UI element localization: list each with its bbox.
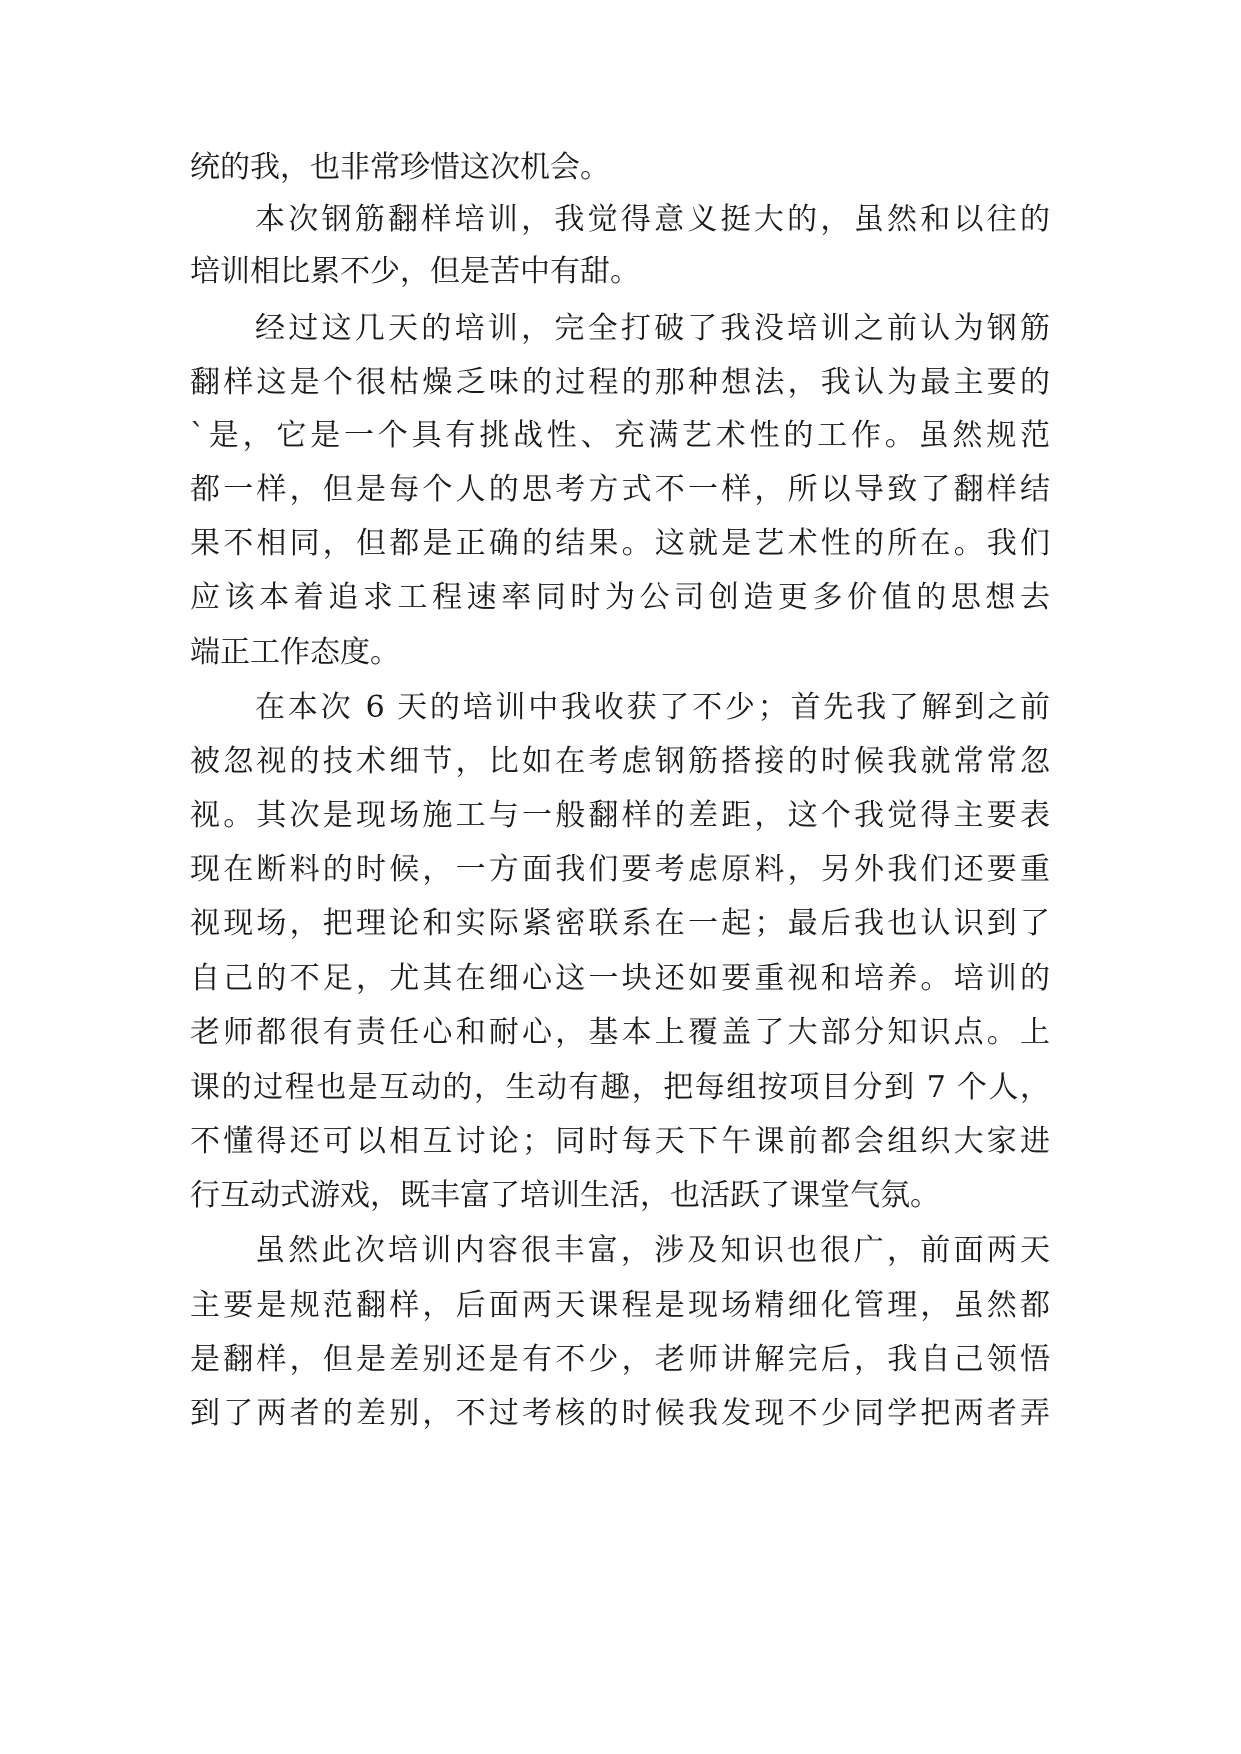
text-line: 自己的不足，尤其在细心这一块还如要重视和培养。培训的	[190, 961, 1050, 996]
text-line: 不懂得还可以相互讨论；同时每天下午课前都会组织大家进	[190, 1124, 1050, 1159]
text-line: 主要是规范翻样，后面两天课程是现场精细化管理，虽然都	[190, 1288, 1050, 1323]
text-line: 应该本着追求工程速率同时为公司创造更多价值的思想去	[190, 580, 1050, 615]
paragraph-first-line: 本次钢筋翻样培训，我觉得意义挺大的，虽然和以往的	[255, 202, 1050, 237]
text-line: `是，它是一个具有挑战性、充满艺术性的工作。虽然规范	[190, 418, 1050, 453]
paragraph-first-line: 虽然此次培训内容很丰富，涉及知识也很广，前面两天	[255, 1233, 1050, 1268]
text-line: 老师都很有责任心和耐心，基本上覆盖了大部分知识点。上	[190, 1015, 1050, 1050]
text-line: 果不相同，但都是正确的结果。这就是艺术性的所在。我们	[190, 526, 1050, 561]
text-line: 统的我，也非常珍惜这次机会。	[190, 150, 610, 185]
text-line: 被忽视的技术细节，比如在考虑钢筋搭接的时候我就常常忽	[190, 744, 1050, 779]
text-line: 视。其次是现场施工与一般翻样的差距，这个我觉得主要表	[190, 798, 1050, 833]
text-line: 行互动式游戏，既丰富了培训生活，也活跃了课堂气氛。	[190, 1178, 940, 1213]
text-line: 到了两者的差别，不过考核的时候我发现不少同学把两者弄	[190, 1396, 1050, 1431]
text-line: 翻样这是个很枯燥乏味的过程的那种想法，我认为最主要的	[190, 365, 1050, 400]
paragraph-first-line: 在本次 6 天的培训中我收获了不少；首先我了解到之前	[255, 690, 1050, 725]
text-line: 现在断料的时候，一方面我们要考虑原料，另外我们还要重	[190, 852, 1050, 887]
text-line: 课的过程也是互动的，生动有趣，把每组按项目分到 7 个人，	[190, 1070, 1050, 1105]
text-line: 是翻样，但是差别还是有不少，老师讲解完后，我自己领悟	[190, 1342, 1050, 1377]
text-line: 都一样，但是每个人的思考方式不一样，所以导致了翻样结	[190, 472, 1050, 507]
paragraph-first-line: 经过这几天的培训，完全打破了我没培训之前认为钢筋	[255, 311, 1050, 346]
text-line: 培训相比累不少，但是苦中有甜。	[190, 254, 640, 289]
text-line: 端正工作态度。	[190, 635, 400, 670]
text-line: 视现场，把理论和实际紧密联系在一起；最后我也认识到了	[190, 906, 1050, 941]
